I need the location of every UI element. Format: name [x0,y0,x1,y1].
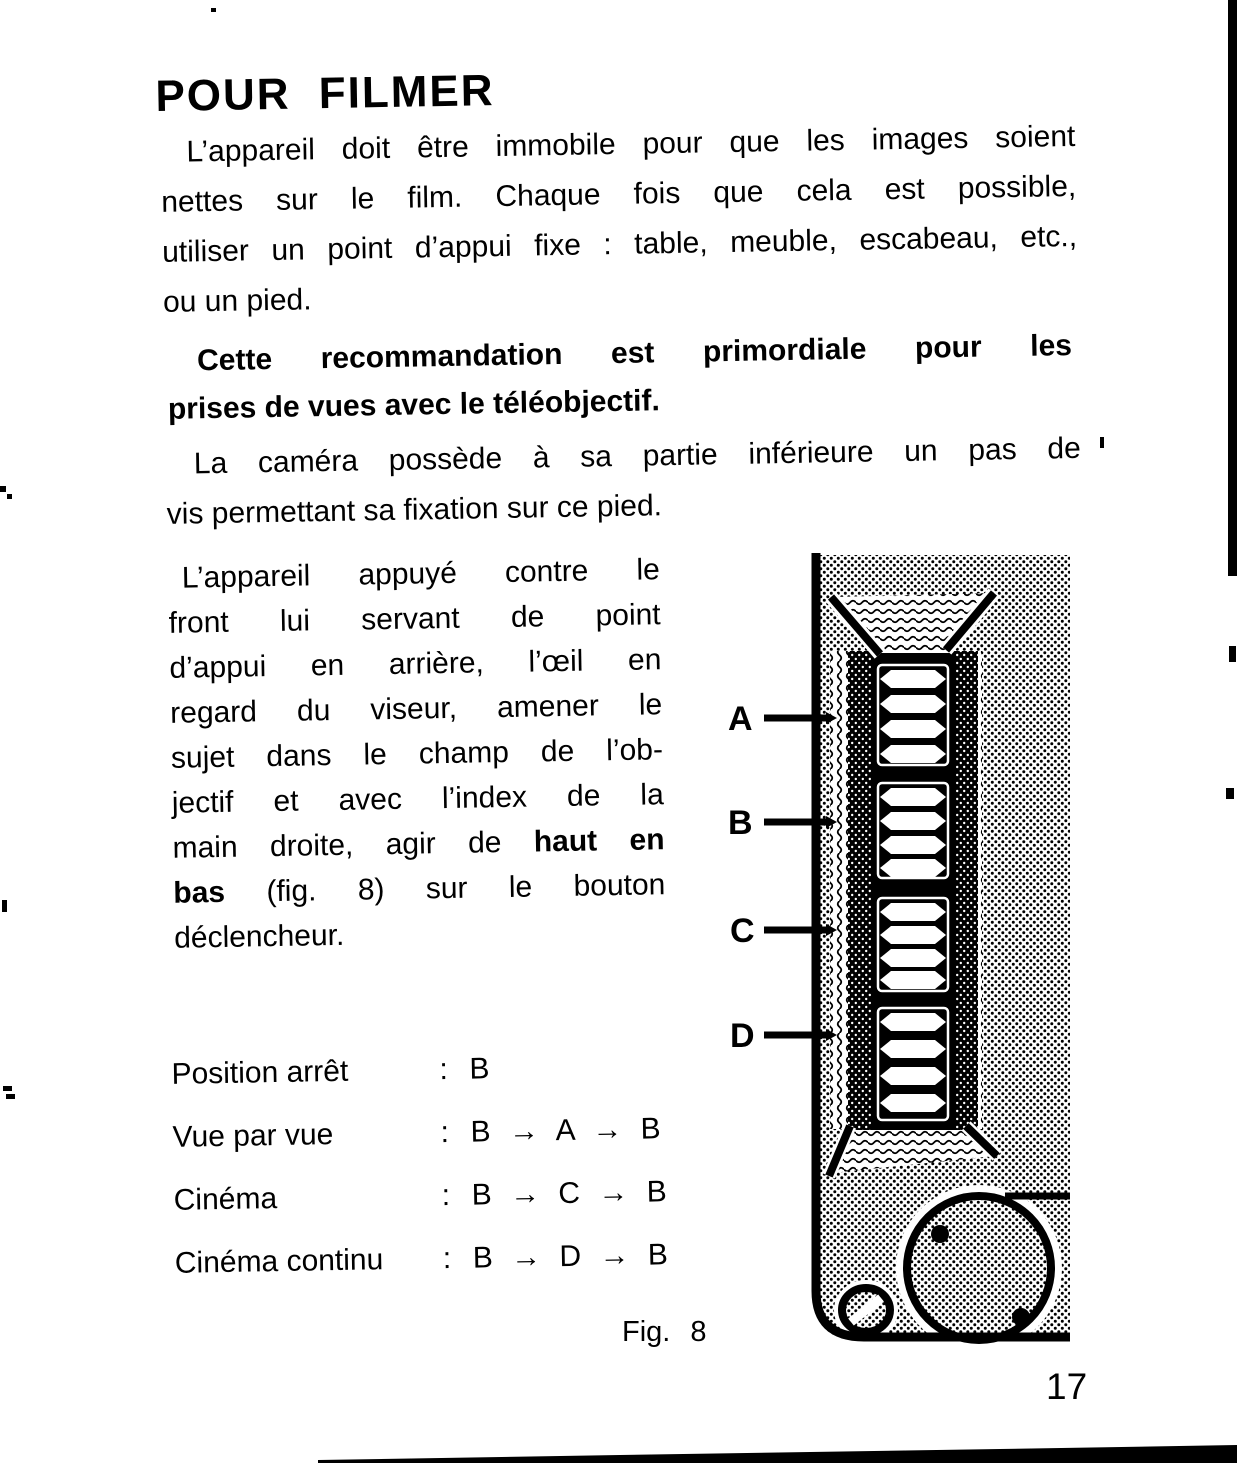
dial-dot-lower [1012,1308,1030,1326]
position-row [171,1034,665,1106]
scan-speck [211,8,216,12]
slider-button-a[interactable] [878,665,948,765]
position-value: B → A → B [470,1112,661,1149]
column-line: sujet dans le champ de l’ob- [170,733,664,775]
svg-text:B: B [728,804,753,842]
column-line-bold-text: haut en [533,823,665,859]
track-wavy-strip-left [830,651,848,1129]
page-title: POUR FILMER [155,66,495,121]
column-line: jectif et avec l’index de la [171,778,665,820]
figure-8-illustration [700,553,1070,1345]
paragraph-line: utiliser un point d’appui fixe : table, meuble, escabeau, etc., [161,219,1078,269]
column-paragraph-shutter [167,547,666,961]
position-value: B → D → B [472,1238,669,1275]
scan-edge-mark [1226,788,1234,799]
paragraph-line: La caméra possède à sa partie inférieure un pas de [193,431,1082,481]
paragraph-line: ou un pied. [162,283,312,319]
paragraph-line: L’appareil doit être immobile pour que les images soient [186,119,1076,169]
scan-speck [3,1086,12,1091]
position-value: B → C → B [471,1175,667,1212]
column-line: L’appareil appuyé contre le [181,553,661,595]
position-row [173,1160,667,1232]
scan-speck [2,900,7,912]
slider-button-b[interactable] [878,783,948,878]
column-line-text: (fig. 8) sur le bouton [266,868,666,909]
paragraph-line: prises de vues avec le téléobjectif. [167,384,661,426]
paragraph-recommendation-bold [167,322,1074,434]
position-value: B [469,1052,490,1086]
position-colon: : [441,1179,451,1213]
position-row [174,1223,668,1295]
dial-dot-upper [931,1225,949,1243]
column-line: front lui servant de point [168,598,661,640]
scan-speck [6,1094,15,1099]
slider-button-d[interactable] [878,1008,948,1120]
paragraph-stability [160,112,1078,328]
column-line [173,862,666,916]
slider-button-c[interactable] [878,898,948,991]
paragraph-tripod [165,424,1082,540]
position-label: Cinéma [173,1182,278,1217]
paragraph-line: vis permettant sa fixation sur ce pied. [166,489,663,531]
column-line: regard du viseur, amener le [169,688,663,730]
column-line: déclencheur. [173,918,345,955]
scan-bottom-bar [0,1443,1237,1463]
scan-speck [0,486,6,492]
position-label: Cinéma continu [174,1243,384,1280]
page-number: 17 [1046,1366,1088,1407]
column-line-text: main droite, agir de [172,826,502,865]
paragraph-line: nettes sur le film. Chaque fois que cela est possible, [161,169,1077,219]
positions-list [171,1034,668,1295]
column-line-bold-text: bas [173,875,226,910]
scan-speck [1100,437,1104,448]
svg-text:C: C [730,912,755,950]
figure-caption: Fig. 8 [622,1316,707,1348]
svg-text:A: A [728,700,753,738]
column-line: d’appui en arrière, l’œil en [169,643,662,685]
position-colon: : [442,1242,452,1276]
scan-speck [7,494,12,499]
paragraph-line: Cette recommandation est primordiale pour les [196,329,1073,378]
svg-text:D: D [730,1017,755,1055]
scan-edge-strip [1228,0,1237,576]
position-colon: : [439,1053,449,1087]
position-label: Position arrêt [171,1054,349,1091]
scan-edge-mark [1229,646,1236,662]
position-label: Vue par vue [172,1118,334,1154]
position-colon: : [440,1116,450,1150]
position-row [172,1097,666,1169]
